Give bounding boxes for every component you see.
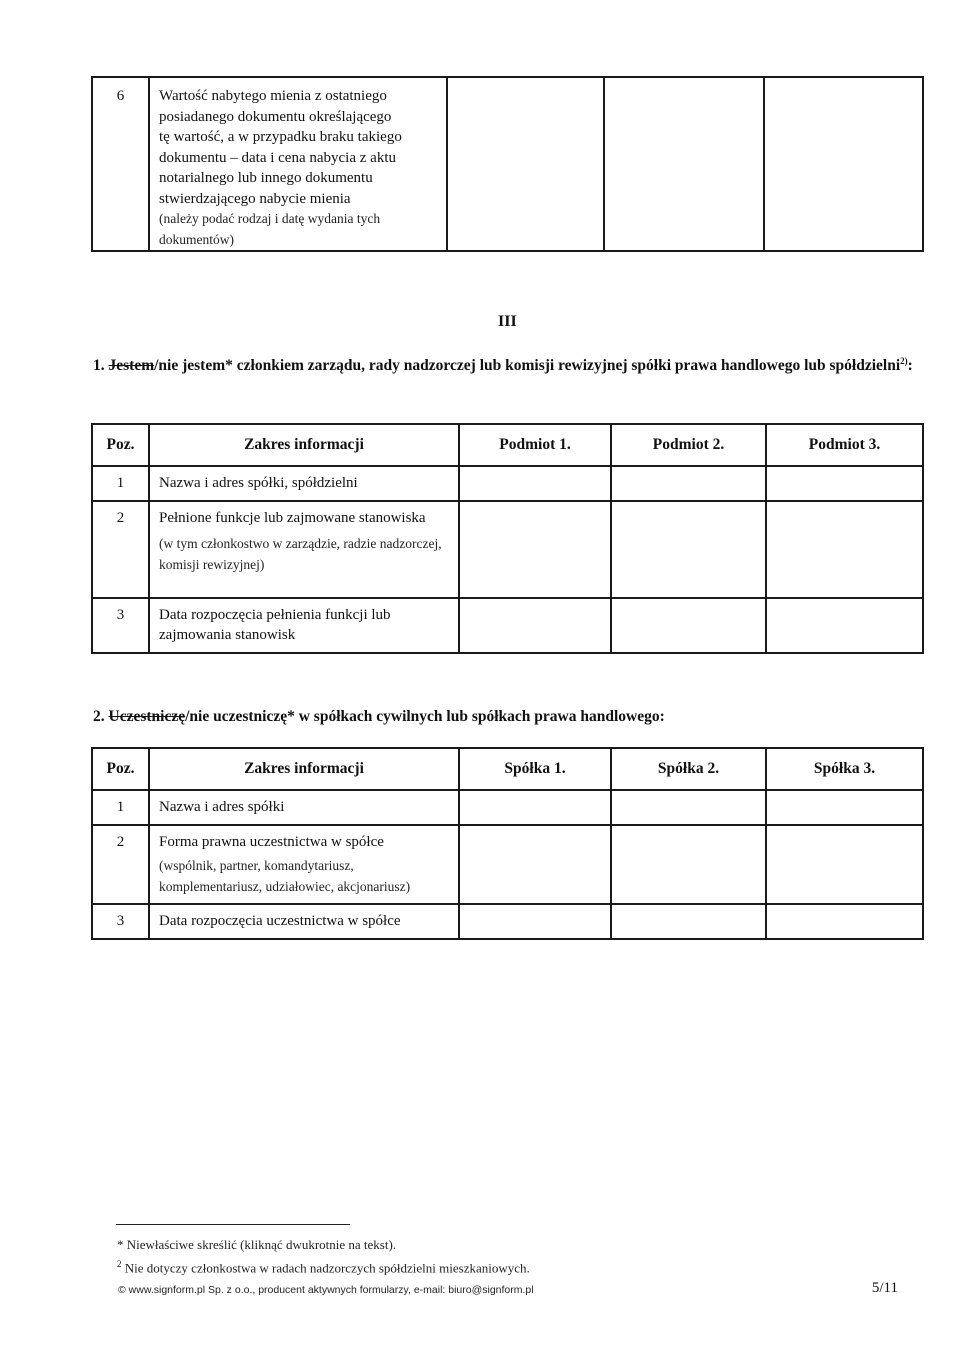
footnote-2 xyxy=(117,1256,530,1276)
table-row xyxy=(92,466,923,501)
desc-line: tę wartość, a w przypadku braku takiego xyxy=(159,129,402,145)
entity-1-cell[interactable] xyxy=(459,501,611,598)
table-header-row xyxy=(92,748,923,790)
entity-2-cell[interactable] xyxy=(611,501,766,598)
desc-line: stwierdzającego nabycie mienia xyxy=(159,190,351,207)
row-label-text: Pełnione funkcje lub zajmowane stanowiska xyxy=(159,509,426,526)
table-row xyxy=(92,904,923,939)
company-3-cell[interactable] xyxy=(766,825,923,905)
footnote-ref: 2) xyxy=(900,356,908,366)
company-1-cell[interactable] xyxy=(459,825,611,905)
row-label: Nazwa i adres spółki, spółdzielni xyxy=(149,466,459,501)
footer-copyright: © www.signform.pl Sp. z o.o., producent aktywnych formularzy, e-mail: biuro@signform.pl xyxy=(118,1284,534,1296)
row-number: 1 xyxy=(92,790,149,825)
company-1-cell[interactable] xyxy=(459,904,611,939)
table-header-row xyxy=(92,424,923,466)
entity-3-cell[interactable] xyxy=(766,598,923,653)
row-number: 1 xyxy=(92,466,149,501)
entity-2-cell[interactable] xyxy=(611,598,766,653)
company-3-cell[interactable] xyxy=(766,790,923,825)
question-text: /nie jestem* członkiem zarządu, rady nadzorczej lub komisji rewizyjnej spółki prawa handlowego lub spółdzielni xyxy=(154,357,901,375)
asset-value-table xyxy=(91,76,924,252)
partnership-table xyxy=(91,747,924,940)
company-1-cell[interactable] xyxy=(459,790,611,825)
row-number: 3 xyxy=(92,598,149,653)
header-company-2: Spółka 2. xyxy=(611,748,766,790)
board-membership-table xyxy=(91,423,924,654)
question-number: 1. xyxy=(93,357,105,375)
struck-option: Jestem xyxy=(108,357,155,375)
footnote-separator xyxy=(116,1224,350,1225)
entity-1-cell[interactable] xyxy=(447,77,604,251)
row-number: 2 xyxy=(92,501,149,598)
table-row xyxy=(92,501,923,598)
company-2-cell[interactable] xyxy=(611,904,766,939)
company-3-cell[interactable] xyxy=(766,904,923,939)
row-label-note: (wspólnik, partner, komandytariusz, komplementariusz, udziałowiec, akcjonariusz) xyxy=(159,858,411,894)
entity-3-cell[interactable] xyxy=(766,466,923,501)
desc-line: Wartość nabytego mienia z ostatniego xyxy=(159,88,387,104)
company-2-cell[interactable] xyxy=(611,825,766,905)
question-text: /nie uczestniczę* w spółkach cywilnych lub spółkach prawa handlowego: xyxy=(185,708,665,725)
row-number: 6 xyxy=(92,77,149,251)
entity-2-cell[interactable] xyxy=(604,77,764,251)
header-scope: Zakres informacji xyxy=(149,424,459,466)
page-number: 5/11 xyxy=(871,1280,898,1296)
table-row xyxy=(92,790,923,825)
entity-1-cell[interactable] xyxy=(459,598,611,653)
company-2-cell[interactable] xyxy=(611,790,766,825)
header-position: Poz. xyxy=(92,748,149,790)
table-row xyxy=(92,598,923,653)
footnote-mark: 2 xyxy=(117,1259,122,1269)
entity-1-cell[interactable] xyxy=(459,466,611,501)
header-entity-3: Podmiot 3. xyxy=(766,424,923,466)
header-position: Poz. xyxy=(92,424,149,466)
table-row xyxy=(92,825,923,905)
header-company-1: Spółka 1. xyxy=(459,748,611,790)
section-numeral: III xyxy=(498,313,517,330)
row-label xyxy=(149,825,459,905)
question-number: 2. xyxy=(93,708,105,725)
row-number: 2 xyxy=(92,825,149,905)
row-label: Data rozpoczęcia pełnienia funkcji lub zajmowania stanowisk xyxy=(149,598,459,653)
desc-line: dokumentu – data i cena nabycia z aktu xyxy=(159,149,396,166)
desc-line: notarialnego lub innego dokumentu xyxy=(159,170,373,186)
footnote-text: Nie dotyczy członkostwa w radach nadzorczych spółdzielni mieszkaniowych. xyxy=(121,1260,530,1276)
desc-note-line: (należy podać rodzaj i datę wydania tych xyxy=(159,211,381,226)
entity-2-cell[interactable] xyxy=(611,466,766,501)
entity-3-cell[interactable] xyxy=(764,77,923,251)
header-entity-1: Podmiot 1. xyxy=(459,424,611,466)
footnote-star: * Niewłaściwe skreślić (kliknąć dwukrotnie na tekst). xyxy=(117,1237,397,1252)
row-label: Data rozpoczęcia uczestnictwa w spółce xyxy=(149,904,459,939)
row-description xyxy=(149,77,447,251)
question-colon: : xyxy=(907,357,913,375)
row-label-note: (w tym członkostwo w zarządzie, radzie nadzorczej, komisji rewizyjnej) xyxy=(159,536,442,572)
row-label-text: Forma prawna uczestnictwa w spółce xyxy=(159,833,384,850)
entity-3-cell[interactable] xyxy=(766,501,923,598)
struck-option: Uczestniczę xyxy=(108,708,186,725)
header-entity-2: Podmiot 2. xyxy=(611,424,766,466)
row-number: 3 xyxy=(92,904,149,939)
row-label xyxy=(149,501,459,598)
desc-note-line: dokumentów) xyxy=(159,231,234,247)
question-2-heading[interactable] xyxy=(93,706,665,727)
question-1-heading[interactable] xyxy=(93,351,923,376)
header-scope: Zakres informacji xyxy=(149,748,459,790)
desc-line: posiadanego dokumentu określającego xyxy=(159,108,392,125)
row-label: Nazwa i adres spółki xyxy=(149,790,459,825)
header-company-3: Spółka 3. xyxy=(766,748,923,790)
